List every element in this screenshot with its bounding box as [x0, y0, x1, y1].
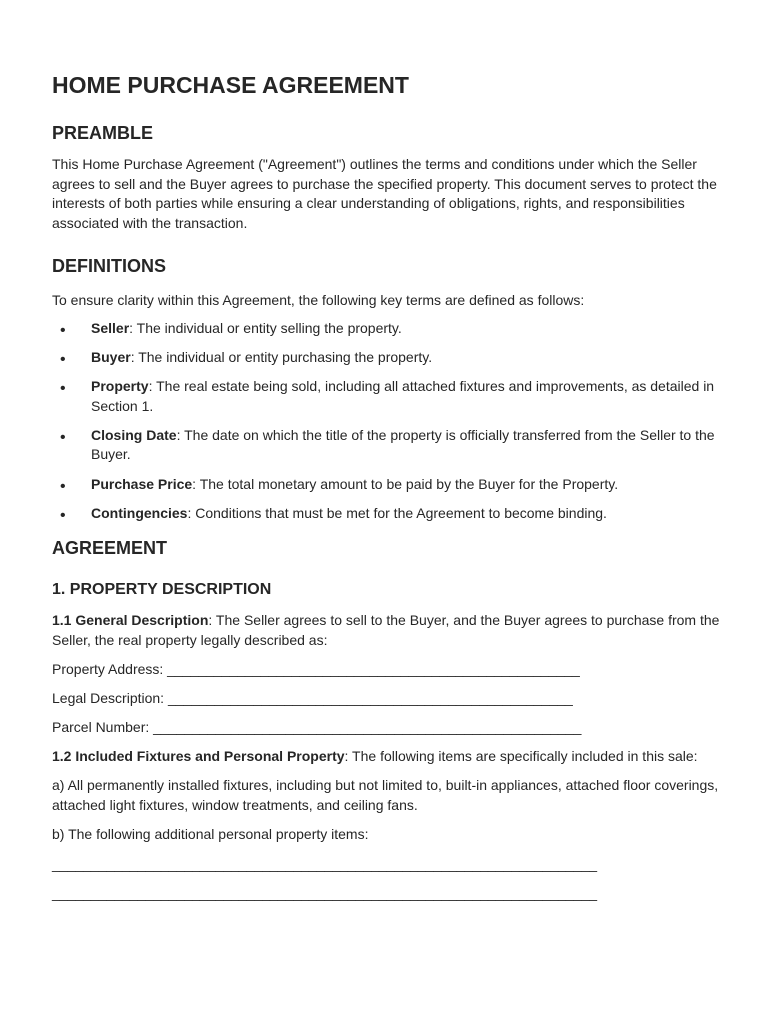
definition-desc: : The total monetary amount to be paid by the Buyer for the Property.	[192, 475, 619, 492]
agreement-heading: AGREEMENT	[52, 538, 168, 559]
included-fixtures-label: 1.2 Included Fixtures and Personal Property	[52, 748, 345, 765]
general-description-text: : The Seller agrees to sell to the Buyer, and the Buyer agrees to purchase from the Seller, the real property legally described as:	[52, 612, 720, 648]
definition-desc: : The real estate being sold, including all attached fixtures and improvements, as detailed in Section 1.	[91, 378, 715, 414]
definition-term: Contingencies	[91, 504, 188, 521]
document-title: HOME PURCHASE AGREEMENT	[52, 72, 409, 98]
definitions-list	[52, 319, 722, 523]
definition-term: Buyer	[91, 349, 131, 366]
definitions-intro: To ensure clarity within this Agreement, the following key terms are defined as follows:	[52, 292, 585, 309]
definition-term: Purchase Price	[91, 475, 193, 492]
definitions-heading: DEFINITIONS	[52, 256, 167, 277]
property-address-field: Property Address: _____________________________________________________	[52, 660, 580, 677]
preamble-heading: PREAMBLE	[52, 123, 154, 143]
definition-item-property	[52, 377, 722, 416]
bullet-icon: •	[60, 321, 66, 339]
personal-property-blank-2: ______________________________________________________________________	[52, 885, 598, 902]
definition-desc: : Conditions that must be met for the Agreement to become binding.	[187, 504, 607, 521]
definition-item-contingencies	[52, 504, 722, 524]
definition-item-purchase-price	[52, 475, 722, 495]
definition-desc: : The date on which the title of the property is officially transferred from the Seller to the Buyer.	[91, 426, 715, 463]
bullet-icon: •	[60, 428, 66, 446]
definition-term: Property	[91, 378, 149, 395]
bullet-icon: •	[60, 351, 66, 369]
bullet-icon: •	[60, 477, 66, 495]
definition-item-closing-date	[52, 426, 722, 465]
general-description	[52, 611, 722, 650]
preamble-text: This Home Purchase Agreement ("Agreement") outlines the terms and conditions under which the Seller agrees to sell and the Buyer agrees to purchase the specified property. This document serves to protect the interests of both parties while ensuring a clear understanding of obligations, rights, and responsibilities associated with the transaction.	[52, 156, 717, 231]
property-description-heading: 1. PROPERTY DESCRIPTION	[52, 581, 272, 599]
included-fixtures	[52, 747, 722, 767]
included-fixtures-text: : The following items are specifically included in this sale:	[344, 748, 698, 765]
definition-desc: : The individual or entity purchasing the property.	[130, 349, 433, 366]
definition-item-seller	[52, 319, 722, 339]
definition-term: Seller	[91, 319, 130, 336]
definition-item-buyer	[52, 348, 722, 368]
bullet-icon: •	[60, 380, 66, 398]
definition-desc: : The individual or entity selling the property.	[129, 319, 402, 336]
bullet-icon: •	[60, 506, 66, 524]
personal-property-blank-1: ______________________________________________________________________	[52, 855, 598, 872]
definition-term: Closing Date	[91, 426, 177, 443]
legal-description-field: Legal Description: ____________________________________________________	[52, 690, 573, 706]
general-description-label: 1.1 General Description	[52, 612, 209, 629]
document-page	[52, 68, 722, 904]
fixtures-item-a: a) All permanently installed fixtures, including but not limited to, built-in appliances, attached floor coverings, attached light fixtures, window treatments, and ceiling fans.	[52, 777, 719, 813]
parcel-number-field: Parcel Number: _______________________________________________________	[52, 719, 582, 736]
fixtures-item-b: b) The following additional personal property items:	[52, 825, 369, 842]
